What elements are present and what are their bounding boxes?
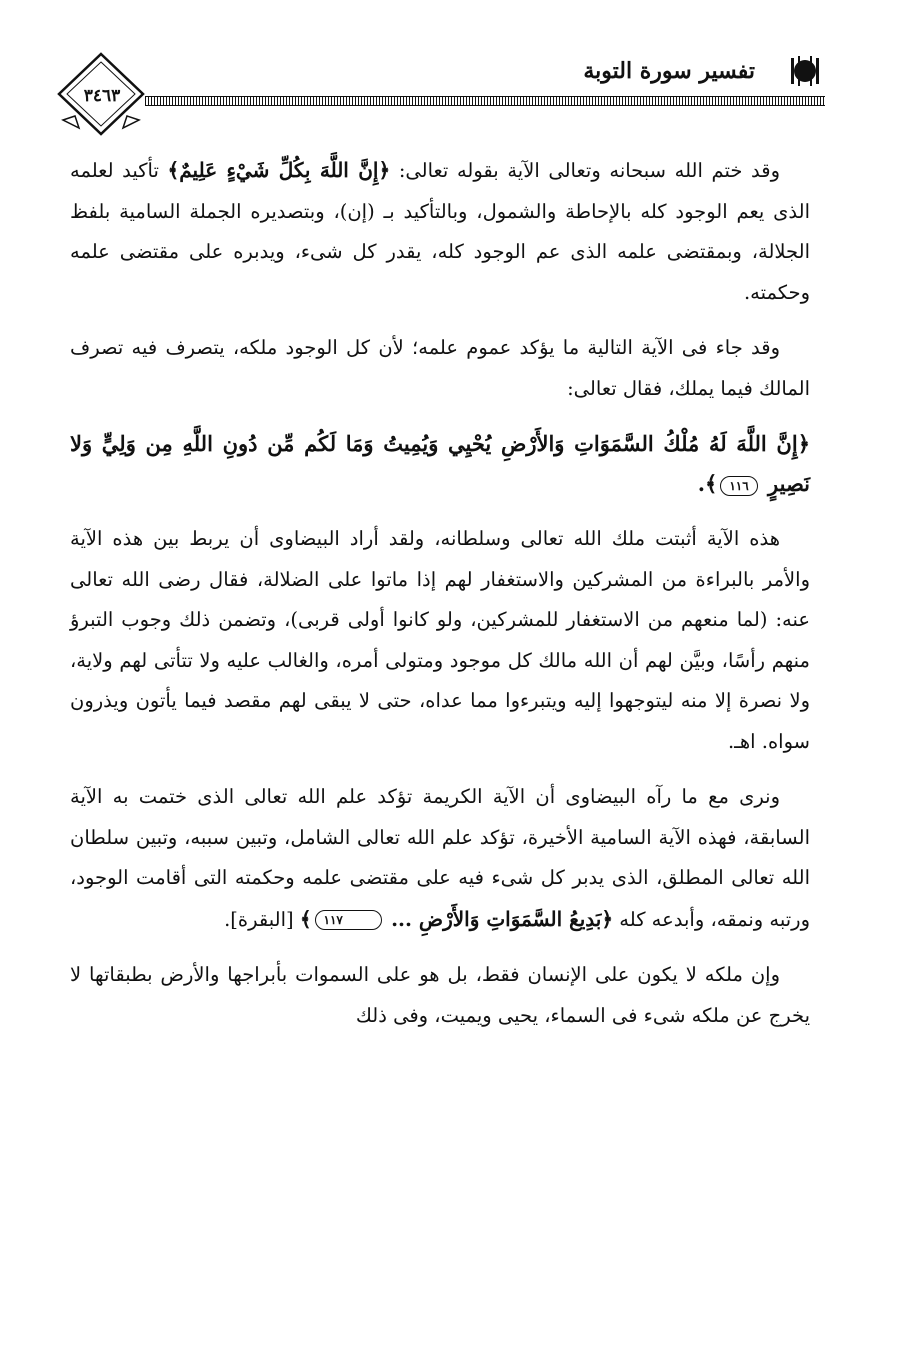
paragraph-3: هذه الآية أثبتت ملك الله تعالى وسلطانه، ولقد أراد البيضاوى أن يربط بين هذه الآية والأمر بالبراءة من المشركين والاستغفار لهم إذا ماتوا على الضلالة، فقال رضى الله تعالى عنه: (لما منعهم من الاستغفار للمشركين، ولو كانوا أولى قربى)، وتضمن ذلك وجوب التبرؤ منهم رأسًا، وبيَّن لهم أن الله مالك كل موجود ومتولى أمره، والغالب عليه ولا تتأتى لهم ولاية، ولا نصرة إلا منه ليتوجهوا إليه ويتبرءوا مما عداه، حتى لا يبقى لهم مقصد فيما يأتون ويذرون سواه. اهـ. (70, 527, 810, 753)
quran-quote-2: ﴿بَدِيعُ السَّمَوَاتِ وَالأَرْضِ ... (391, 906, 614, 931)
verse-number: ١١٦ (720, 476, 757, 496)
verse-116 (70, 424, 810, 504)
page-number: ٣٤٦٣ (83, 86, 121, 106)
verse-text: ﴿إِنَّ اللَّهَ لَهُ مُلْكُ السَّمَوَاتِ وَالأَرْضِ يُحْيِي وَيُمِيتُ وَمَا لَكُم مِّن دُونِ اللَّهِ مِن وَلِيٍّ وَلا نَصِيرٍ (70, 431, 810, 496)
paragraph-2: وقد جاء فى الآية التالية ما يؤكد عموم علمه؛ لأن كل الوجود ملكه، يتصرف فيه تصرف المالك فيما يملك، فقال تعالى: (70, 336, 810, 400)
surah-reference: [البقرة]. (224, 907, 300, 931)
paragraph-1 (70, 150, 810, 313)
paragraph-4-text: ونرى مع ما رآه البيضاوى أن الآية الكريمة تؤكد علم الله تعالى الذى ختمت به الآية السابقة، فهذه الآية السامية الأخيرة، تؤكد علم الله تعالى الشامل، وتبين سببه، وتبين سلطان الله تعالى المطلق، الذى يدبر كل شىء فيه على مقتضى علمه وحكمته التى أقامت الوجود، ورتبه ونمقه، وأبدعه كله (70, 785, 810, 931)
verse-number-117: ١١٧ (315, 910, 382, 930)
paragraph-1-text: تأكيد لعلمه الذى يعم الوجود كله بالإحاطة والشمول، وبالتأكيد بـ (إن)، وبتصديره الجملة السامية بلفظ الجلالة، وبمقتضى علمه الذى عم الوجود كله، يقدر كل شىء، ويدبره على مقتضى علمه وحكمته. (70, 159, 810, 304)
paragraph-5: وإن ملكه لا يكون على الإنسان فقط، بل هو على السموات بأبراجها والأرض بطبقاتها لا يخرج عن ملكه شىء فى السماء، يحيى ويميت، وفى ذلك (70, 963, 810, 1027)
paragraph-4 (70, 777, 810, 940)
page-title: تفسير سورة التوبة (583, 58, 755, 84)
quran-quote-2-close: ﴾ (299, 906, 312, 931)
verse-close: ﴾. (697, 471, 718, 496)
page-body (70, 150, 810, 1051)
ornament-icon (785, 54, 825, 88)
paragraph-1-intro: وقد ختم الله سبحانه وتعالى الآية بقوله تعالى: (390, 159, 780, 182)
header-rule (145, 96, 825, 106)
quran-quote-1: ﴿إِنَّ اللَّهَ بِكُلِّ شَيْءٍ عَلِيمٌ﴾ (167, 158, 391, 182)
page-header (55, 50, 825, 140)
